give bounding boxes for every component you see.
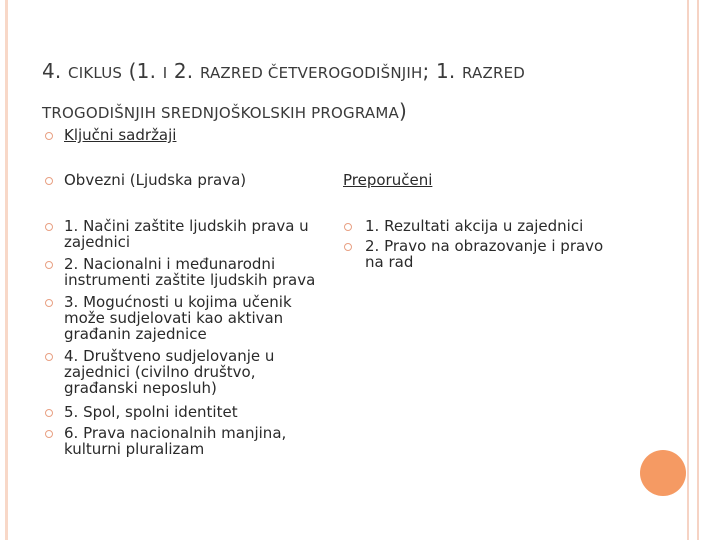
title-part: 2. — [167, 59, 200, 83]
recommended-item: 2. Pravo na obrazovanje i pravo na rad — [365, 237, 604, 271]
right-frame-line — [697, 0, 699, 540]
title-part: 4. — [42, 59, 69, 83]
bullet-icon — [45, 223, 53, 231]
title-part: (1. — [122, 59, 163, 83]
mandatory-item: 6. Prava nacionalnih manjina, kulturni pluralizam — [64, 424, 287, 458]
bullet-icon — [45, 132, 53, 140]
title-part: ; 1. — [422, 59, 463, 83]
title-part: RAZRED ČETVEROGODIŠNJIH — [199, 64, 423, 82]
slide-title — [42, 52, 642, 132]
bullet-icon — [45, 409, 53, 417]
left-frame-line — [5, 0, 8, 540]
bullet-icon — [45, 353, 53, 361]
bullet-icon — [45, 299, 53, 307]
right-frame-line — [687, 0, 689, 540]
key-content-heading: Ključni sadržaji — [64, 126, 177, 144]
mandatory-item: 2. Nacionalni i međunarodni instrumenti zaštite ljudskih prava — [64, 255, 316, 289]
bullet-icon — [344, 243, 352, 251]
bullet-icon — [45, 261, 53, 269]
mandatory-item: 3. Mogućnosti u kojima učenik može sudjelovati kao aktivan građanin zajednice — [64, 293, 292, 343]
bullet-icon — [45, 177, 53, 185]
title-part: ) — [398, 99, 407, 123]
mandatory-item: 5. Spol, spolni identitet — [64, 403, 238, 421]
mandatory-item: 4. Društveno sudjelovanje u zajednici (civilno društvo, građanski neposluh) — [64, 347, 275, 397]
bullet-icon — [45, 430, 53, 438]
recommended-heading: Preporučeni — [343, 171, 433, 189]
title-part: CIKLUS — [68, 64, 123, 82]
bullet-icon — [344, 223, 352, 231]
title-part: RAZRED TROGODIŠNJIH SREDNJOŠKOLSKIH PROGRAMA — [42, 64, 526, 122]
mandatory-item: 1. Načini zaštite ljudskih prava u zajednici — [64, 217, 309, 251]
recommended-item: 1. Rezultati akcija u zajednici — [365, 217, 584, 235]
accent-circle — [640, 450, 686, 496]
mandatory-heading: Obvezni (Ljudska prava) — [64, 171, 247, 189]
title-part: I — [162, 64, 168, 82]
